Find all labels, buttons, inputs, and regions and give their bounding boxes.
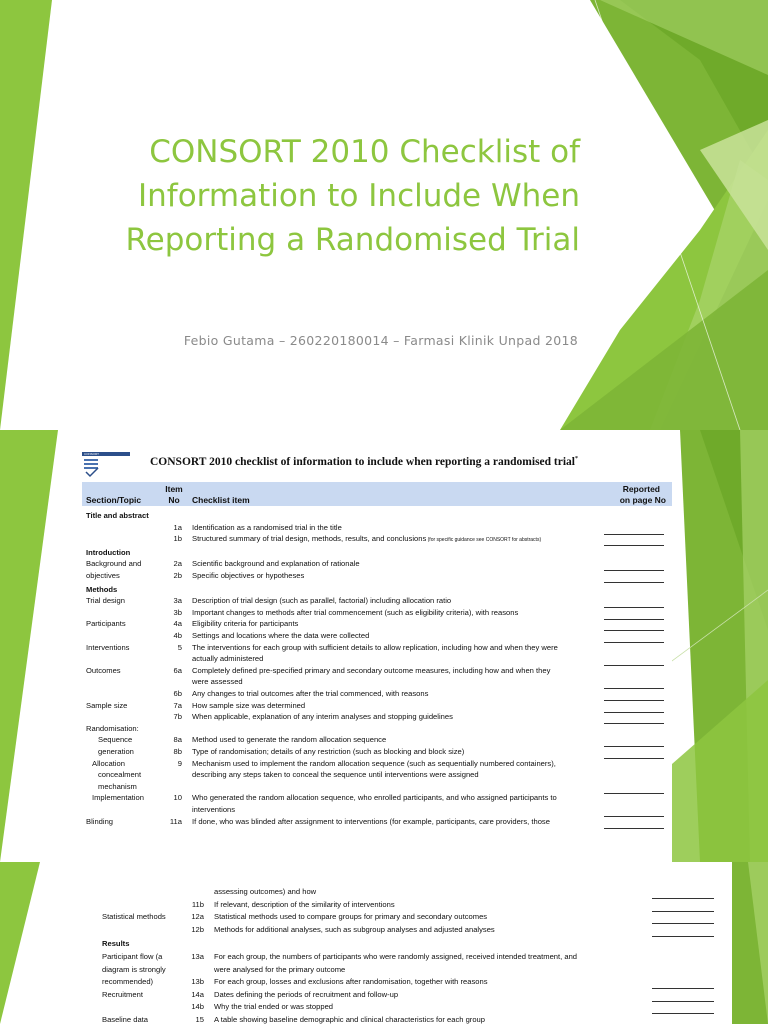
- checklist-item: [214, 911, 487, 922]
- table-row: [96, 924, 686, 936]
- checklist-item: [214, 964, 345, 975]
- header-reported-2: on page No: [619, 495, 666, 505]
- section-topic: Participant flow (a: [102, 952, 163, 961]
- continuation-slide: [0, 862, 768, 1024]
- section-topic: Baseline data: [102, 1015, 149, 1024]
- header-item-1: Item: [165, 484, 183, 494]
- table-row: [96, 976, 686, 988]
- table-row: [82, 510, 672, 522]
- table-row: [96, 938, 686, 950]
- checklist-item-text: If done, who was blinded after assignment to interventions (for example, participants, care providers, those: [192, 816, 550, 826]
- item-number: 3a: [173, 596, 182, 606]
- item-number: 3b: [173, 607, 182, 617]
- table-row: [82, 792, 672, 804]
- table-row: [82, 653, 672, 665]
- checklist-item: [214, 1014, 485, 1024]
- item-number: 11b: [191, 899, 204, 909]
- checklist-item: [192, 665, 550, 676]
- checklist-item: [192, 688, 428, 699]
- section-topic: Methods: [86, 584, 118, 594]
- checklist-document: [82, 448, 672, 862]
- item-number: 13b: [191, 977, 204, 987]
- item-number: 10: [173, 793, 182, 803]
- item-number: 6a: [173, 665, 182, 675]
- item-number: 6b: [173, 689, 182, 698]
- checklist-item-note: (for specific guidance see CONSORT for abstracts): [426, 537, 542, 544]
- table-row: [82, 688, 672, 700]
- checklist-item-text: were analysed for the primary outcome: [214, 964, 346, 974]
- checklist-item-text: Who generated the random allocation sequence, who enrolled participants, and who assigned participants to: [192, 793, 557, 803]
- checklist-item: [192, 570, 304, 581]
- checklist-item: [192, 653, 263, 664]
- checklist-item-text: interventions: [192, 805, 236, 814]
- checklist-item: [192, 618, 298, 629]
- checklist-item-text: If relevant, description of the similarity of interventions: [214, 899, 395, 909]
- checklist-item: [192, 734, 386, 745]
- table-row: [82, 630, 672, 642]
- table-row: [82, 676, 672, 688]
- table-row: [96, 911, 686, 923]
- checklist-item: [192, 676, 243, 687]
- section-topic: generation: [98, 747, 134, 756]
- checklist-item-text: Scientific background and explanation of rationale: [192, 559, 360, 569]
- checklist-item-text: Why the trial ended or was stopped: [214, 1002, 334, 1012]
- table-row: [82, 558, 672, 570]
- table-row: [82, 665, 672, 677]
- item-number: 1b: [173, 534, 182, 544]
- checklist-item: [192, 792, 557, 803]
- table-row: [82, 607, 672, 619]
- table-row: [96, 886, 686, 898]
- checklist-item: [214, 886, 316, 897]
- checklist-item: [192, 746, 464, 757]
- item-number: 14a: [191, 989, 204, 999]
- item-number: 2a: [173, 559, 182, 569]
- checklist-item: [214, 989, 398, 1000]
- table-row: [82, 769, 672, 781]
- table-row: [82, 533, 672, 545]
- reported-page-blank[interactable]: [652, 936, 714, 937]
- section-topic: Outcomes: [86, 665, 121, 675]
- item-number: 12a: [191, 912, 204, 922]
- header-reported-1: Reported: [622, 484, 660, 494]
- section-topic: diagram is strongly: [102, 964, 166, 974]
- section-topic: recommended): [102, 977, 154, 987]
- item-number: 5: [177, 642, 182, 652]
- table-row: [96, 899, 686, 911]
- checklist-item: [214, 1001, 333, 1012]
- header-checklist: Checklist item: [192, 495, 250, 505]
- table-row: [96, 1001, 686, 1013]
- section-topic: Interventions: [86, 642, 130, 652]
- section-topic: Blinding: [86, 816, 114, 826]
- section-topic: Statistical methods: [102, 912, 166, 922]
- header-item-2: No: [168, 495, 180, 505]
- checklist-item-text: were assessed: [192, 677, 243, 687]
- item-number: 8a: [173, 735, 182, 745]
- consort-logo: [82, 452, 130, 478]
- checklist-item: [192, 607, 518, 618]
- section-topic: Implementation: [92, 793, 144, 803]
- checklist-item-text: actually administered: [192, 654, 264, 664]
- table-row: [82, 547, 672, 559]
- checklist-item-text: For each group, the numbers of participants who were randomly assigned, received intended treatment, and: [214, 952, 578, 961]
- item-number: 12b: [191, 924, 204, 934]
- checklist-header: [82, 448, 672, 478]
- item-number: 9: [177, 758, 182, 768]
- table-row: [82, 711, 672, 723]
- checklist-item: [192, 642, 558, 653]
- item-number: 13a: [191, 952, 204, 961]
- checklist-slide: [0, 430, 768, 862]
- checklist-item: [192, 711, 453, 722]
- section-topic: Randomisation:: [86, 723, 139, 733]
- checklist-item-text: describing any steps taken to conceal the sequence until interventions were assigned: [192, 770, 479, 780]
- section-topic: Allocation: [92, 758, 125, 768]
- checklist-item-text: Any changes to trial outcomes after the trial commenced, with reasons: [192, 689, 429, 698]
- checklist-item-text: Important changes to methods after trial commencement (such as eligibility criteria), with reasons: [192, 607, 519, 617]
- section-topic: mechanism: [98, 781, 137, 791]
- section-topic: Participants: [86, 619, 126, 629]
- item-number: 4b: [173, 631, 182, 640]
- checklist-item-text: Method used to generate the random allocation sequence: [192, 735, 387, 745]
- table-header: [82, 482, 672, 506]
- checklist-item: [192, 804, 235, 815]
- section-topic: Introduction: [86, 547, 131, 557]
- checklist-item-text: A table showing baseline demographic and clinical characteristics for each group: [214, 1015, 485, 1024]
- checklist-item-text: Settings and locations where the data were collected: [192, 631, 370, 640]
- checklist-item-text: Identification as a randomised trial in the title: [192, 522, 342, 532]
- item-number: 1a: [173, 522, 182, 532]
- item-number: 4a: [173, 619, 182, 629]
- checklist-item-text: Statistical methods used to compare groups for primary and secondary outcomes: [214, 912, 488, 922]
- checklist-item-text: Specific objectives or hypotheses: [192, 571, 305, 580]
- item-number: 11a: [169, 816, 182, 826]
- continuation-document: [96, 862, 732, 1024]
- table-row: [82, 816, 672, 828]
- checklist-item: [192, 522, 342, 533]
- checklist-item: [214, 899, 395, 910]
- checklist-item: [214, 924, 495, 935]
- section-topic: objectives: [86, 571, 120, 580]
- table-row: [82, 584, 672, 596]
- checklist-item-text: Description of trial design (such as parallel, factorial) including allocation ratio: [192, 596, 452, 606]
- checklist-item: [214, 976, 488, 987]
- table-row: [96, 964, 686, 976]
- title-slide: [0, 0, 768, 430]
- table-row: [82, 522, 672, 534]
- checklist-item-text: For each group, losses and exclusions after randomisation, together with reasons: [214, 977, 488, 987]
- checklist-item-text: assessing outcomes) and how: [214, 887, 317, 896]
- checklist-item: [192, 558, 360, 569]
- table-row: [82, 781, 672, 793]
- table-row: [82, 734, 672, 746]
- checklist-item-text: When applicable, explanation of any interim analyses and stopping guidelines: [192, 712, 453, 722]
- section-topic: Recruitment: [102, 989, 143, 999]
- item-number: 8b: [173, 747, 182, 756]
- checklist-item: [192, 769, 479, 780]
- table-row: [82, 758, 672, 770]
- table-row: [82, 595, 672, 607]
- checklist-item-text: Eligibility criteria for participants: [192, 619, 299, 629]
- table-row: [96, 1014, 686, 1024]
- checklist-item-text: Mechanism used to implement the random allocation sequence (such as sequentially numbered containers),: [192, 758, 556, 768]
- reported-page-blank[interactable]: [604, 828, 664, 829]
- item-number: 7a: [173, 700, 182, 710]
- table-row: [82, 570, 672, 582]
- table-row: [96, 951, 686, 963]
- checklist-item: [214, 951, 577, 962]
- checklist-item: [192, 595, 451, 606]
- table-row: [96, 989, 686, 1001]
- svg-text:CONSORT: CONSORT: [84, 452, 99, 457]
- item-number: 14b: [191, 1002, 204, 1012]
- checklist-item: [192, 533, 541, 546]
- section-topic: Sample size: [86, 700, 128, 710]
- table-row: [82, 804, 672, 816]
- slide-subtitle: Febio Gutama – 260220180014 – Farmasi Klinik Unpad 2018: [183, 333, 578, 348]
- checklist-item-text: The interventions for each group with sufficient details to allow replication, including how and when they were: [192, 642, 558, 652]
- checklist-item-text: Methods for additional analyses, such as subgroup analyses and adjusted analyses: [214, 924, 495, 934]
- checklist-item-text: Type of randomisation; details of any restriction (such as blocking and block size): [192, 747, 465, 756]
- table-row: [82, 700, 672, 712]
- section-topic: Trial design: [86, 596, 125, 606]
- checklist-title: CONSORT 2010 checklist of information to include when reporting a randomised trial*: [150, 456, 578, 468]
- checklist-item: [192, 700, 305, 711]
- table-row: [82, 642, 672, 654]
- section-topic: Sequence: [98, 735, 133, 745]
- checklist-item-text: Dates defining the periods of recruitment and follow-up: [214, 989, 399, 999]
- checklist-item-text: Structured summary of trial design, methods, results, and conclusions: [192, 534, 427, 544]
- table-row: [82, 746, 672, 758]
- checklist-item: [192, 630, 369, 641]
- checklist-item: [192, 816, 550, 827]
- table-row: [82, 618, 672, 630]
- section-topic: concealment: [98, 770, 142, 780]
- checklist-item-text: Completely defined pre-specified primary and secondary outcome measures, including how and when they: [192, 665, 551, 675]
- section-topic: Results: [102, 939, 130, 949]
- checklist-item-text: How sample size was determined: [192, 700, 306, 710]
- table-row: [82, 723, 672, 735]
- section-topic: Background and: [86, 559, 142, 569]
- item-number: 15: [195, 1015, 204, 1024]
- checklist-item: [192, 758, 556, 769]
- section-topic: Title and abstract: [86, 511, 149, 520]
- slide-title: CONSORT 2010 Checklist of Information to Include When Reporting a Randomised Trial: [125, 134, 580, 258]
- item-number: 7b: [173, 712, 182, 722]
- item-number: 2b: [173, 571, 182, 580]
- header-section: Section/Topic: [86, 495, 142, 505]
